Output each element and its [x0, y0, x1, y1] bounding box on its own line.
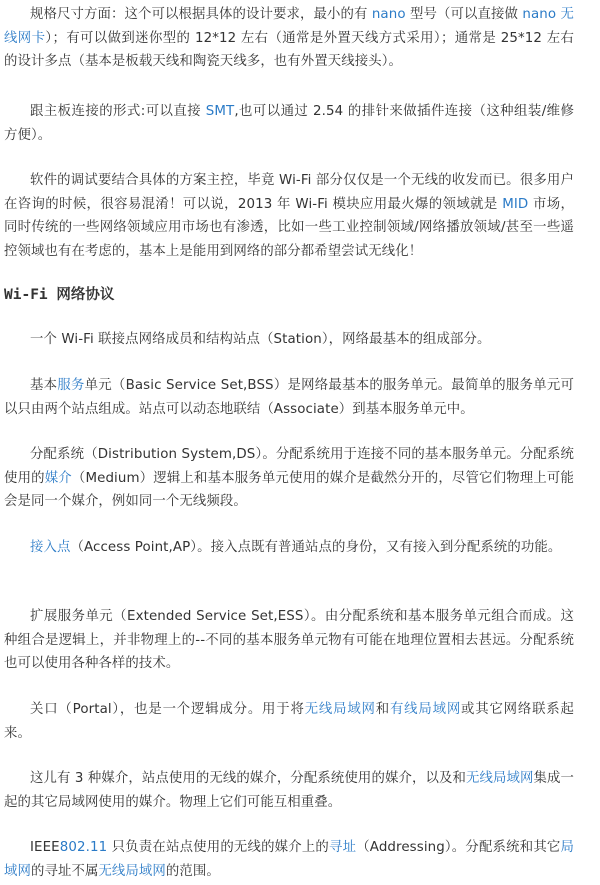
paragraph [4, 100, 574, 147]
paragraph [4, 767, 574, 814]
text-run: 型号（可以直接做 [405, 7, 523, 22]
text-run: （Medium）逻辑上和基本服务单元使用的媒介是截然分开的，尽管它们物理上可能会是同一个媒介，例如同一个无线频段。 [4, 470, 574, 509]
text-run: 和 [375, 702, 390, 717]
inline-link[interactable]: 无线网卡 [4, 7, 575, 46]
section-heading: Wi-Fi 网络协议 [4, 287, 115, 303]
paragraph [4, 698, 574, 745]
text-run: ）；有可以做到迷你型的 12*12 左右（通常是外置天线方式采用）；通常是 25*12 左右的设计多点（基本是板载天线和陶瓷天线多，也有外置天线接头）。 [4, 30, 574, 69]
paragraph [4, 836, 574, 883]
text-run: 单元（Basic Service Set,BSS）是网络最基本的服务单元。最简单的服务单元可以只由两个站点组成。站点可以动态地联结（Associate）到基本服务单元中。 [4, 378, 575, 417]
inline-link[interactable]: SMT [205, 104, 235, 119]
text-run: 分配系统（Distribution System,DS）。分配系统用于连接不同的基本服务单元。分配系统使用的 [4, 447, 574, 486]
inline-link[interactable]: 服务 [57, 378, 85, 393]
paragraph [4, 605, 574, 676]
text-run: 基本 [30, 378, 58, 393]
paragraph [4, 443, 574, 514]
paragraph [4, 328, 574, 352]
text-run: 或其它网络联系起来。 [4, 702, 574, 741]
paragraph [4, 169, 574, 263]
text-run: IEEE [30, 840, 60, 855]
inline-link[interactable]: 局域网 [4, 840, 574, 879]
text-run: 一个 Wi-Fi 联接点网络成员和结构站点（Station），网络最基本的组成部分。 [30, 332, 491, 347]
inline-link[interactable]: 媒介 [44, 470, 72, 486]
inline-link[interactable]: 无线局域网 [304, 702, 376, 717]
text-run: 关口（Portal），也是一个逻辑成分。用于将 [30, 702, 305, 717]
text-run: 跟主板连接的形式:可以直接 [30, 104, 206, 119]
inline-link[interactable]: 无线局域网 [465, 771, 534, 786]
text-run: 软件的调试要结合具体的方案主控，毕竟 Wi-Fi 部分仅仅是一个无线的收发而已。很多用户在咨询的时候，很容易混淆！可以说，2013 年 Wi-Fi 模块应用最火爆的领域就是 [4, 173, 574, 212]
inline-link[interactable]: 接入点 [30, 540, 71, 555]
text-run: （Access Point,AP）。接入点既有普通站点的身份，又有接入到分配系统的功能。 [70, 540, 562, 555]
text-run: 这儿有 3 种媒介，站点使用的无线的媒介，分配系统使用的媒介，以及和 [30, 771, 466, 786]
text-run: 规格尺寸方面：这个可以根据具体的设计要求，最小的有 [30, 7, 372, 22]
paragraph [4, 374, 574, 421]
inline-link[interactable]: nano [371, 7, 406, 22]
text-run: 的寻址不属 [30, 863, 99, 879]
inline-link[interactable]: 寻址 [329, 840, 357, 855]
inline-link[interactable]: MID [502, 196, 529, 212]
text-run: 扩展服务单元（Extended Service Set,ESS）。由分配系统和基本服务单元组合而成。这种组合是逻辑上，并非物理上的--不同的基本服务单元物有可能在地理位置相去甚远。分配系统也可以使用各种各样的技术。 [4, 609, 574, 671]
text-run: 只负责在站点使用的无线的媒介上的 [107, 840, 330, 855]
text-run: 市场，同时传统的一些网络领域应用市场也有渗透，比如一些工业控制领域/网络播放领域/甚至一些遥控领域也有在考虑的，基本上是能用到网络的部分都希望尝试无线化！ [4, 196, 574, 259]
text-run: ,也可以通过 2.54 的排针来做插件连接（这种组装/维修方便）。 [4, 104, 574, 143]
text-run: （Addressing）。分配系统和其它 [356, 840, 561, 855]
inline-link[interactable]: 有线局域网 [389, 702, 462, 717]
inline-link[interactable]: 802.11 [59, 840, 108, 855]
paragraph [4, 3, 574, 74]
paragraph [4, 536, 574, 560]
text-run: 集成一起的其它局域网使用的媒介。物理上它们可能互相重叠。 [4, 771, 574, 810]
inline-link[interactable]: 无线局域网 [98, 863, 166, 879]
inline-link[interactable]: nano [522, 7, 557, 22]
text-run: 的范围。 [165, 863, 220, 879]
